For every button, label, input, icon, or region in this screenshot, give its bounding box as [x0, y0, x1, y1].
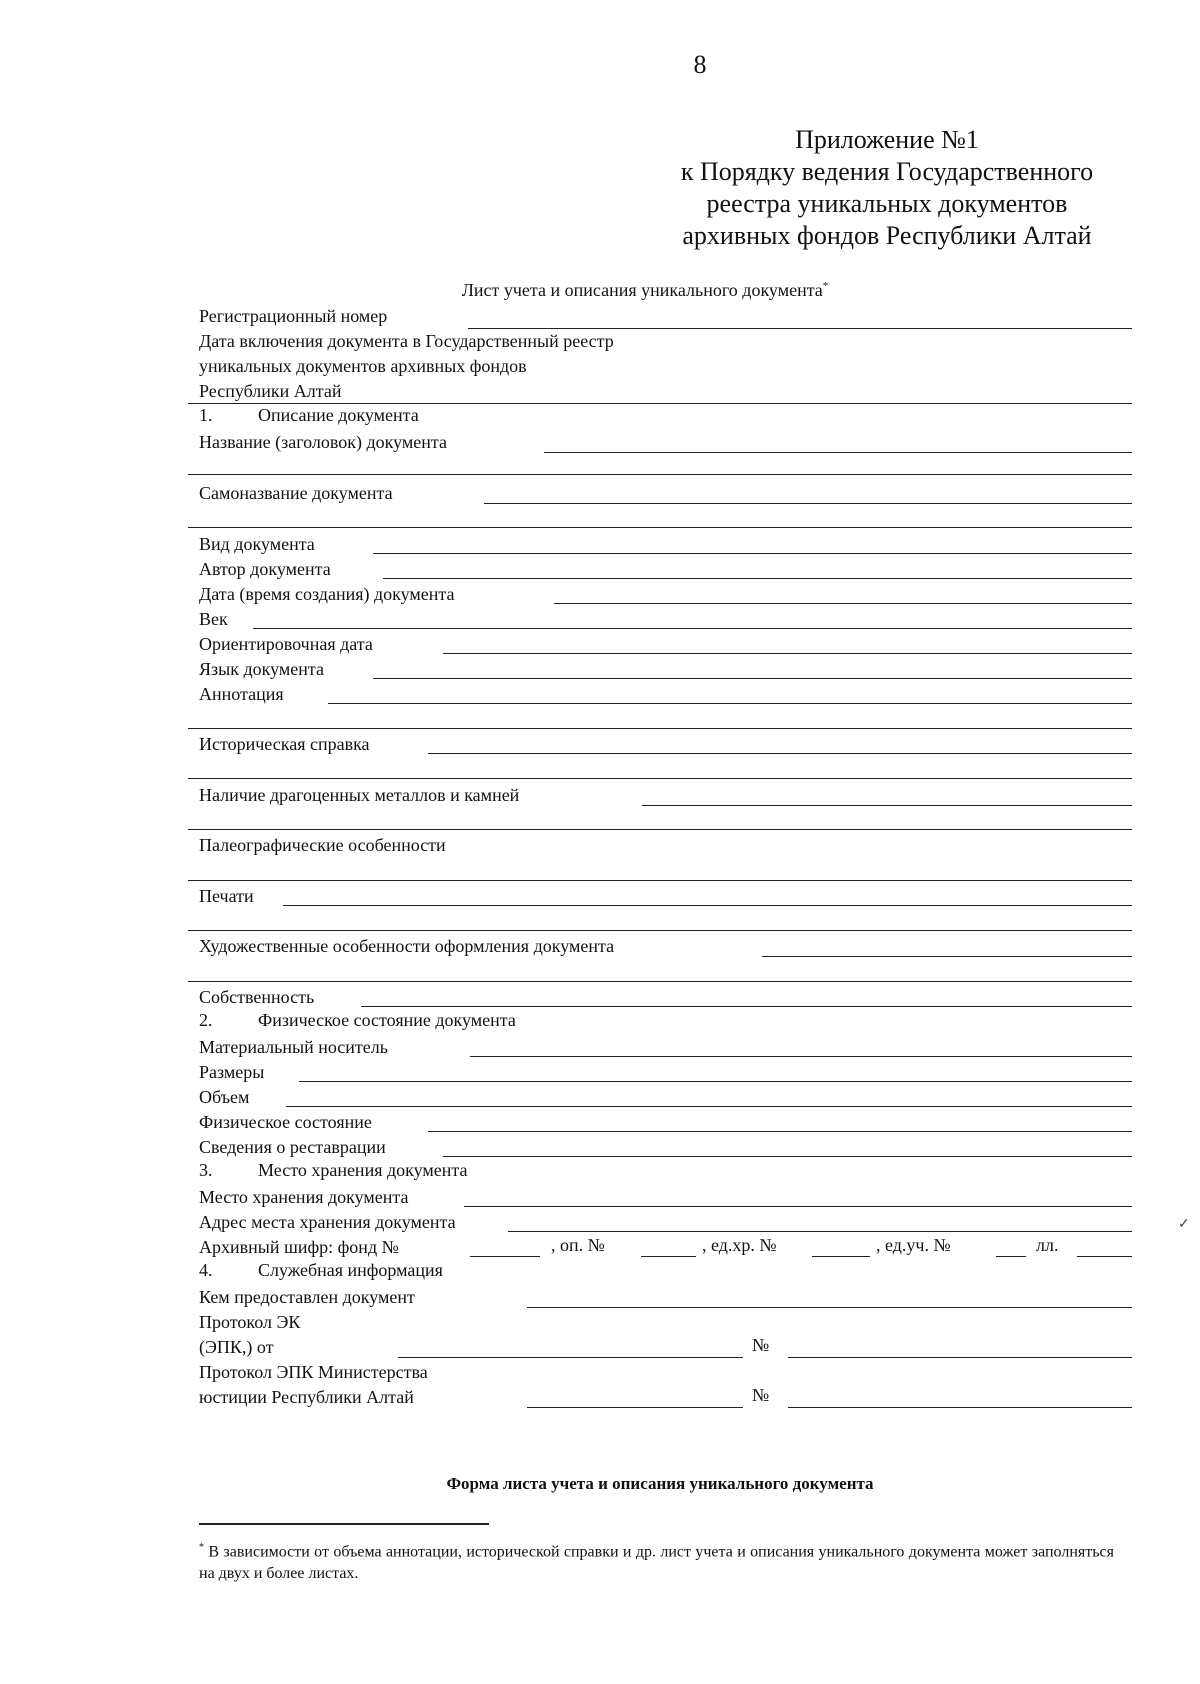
- protocol-ministry-number-field[interactable]: [788, 1407, 1132, 1408]
- approx-date-field[interactable]: [443, 653, 1132, 654]
- doc-author-label: Автор документа: [199, 559, 331, 579]
- ownership-field[interactable]: [361, 1006, 1132, 1007]
- footnote-mark: *: [199, 1542, 204, 1553]
- doc-language-label: Язык документа: [199, 659, 324, 679]
- volume-field[interactable]: [286, 1106, 1132, 1107]
- date-included-label-3: Республики Алтай: [199, 381, 342, 401]
- date-included-field[interactable]: [188, 403, 1132, 404]
- reg-number-label: Регистрационный номер: [199, 306, 388, 326]
- account-unit-label: , ед.уч. №: [876, 1235, 951, 1255]
- storage-place-label: Место хранения документа: [199, 1187, 409, 1207]
- sizes-field[interactable]: [299, 1081, 1132, 1082]
- page-number: 8: [693, 50, 707, 79]
- sheet-title-text: Лист учета и описания уникального документа: [461, 280, 823, 300]
- footnote-divider: [199, 1523, 489, 1525]
- approx-date-label: Ориентировочная дата: [199, 634, 373, 654]
- sizes-label: Размеры: [199, 1062, 265, 1082]
- history-field-2[interactable]: [188, 778, 1132, 779]
- carrier-label: Материальный носитель: [199, 1037, 388, 1057]
- seals-field-2[interactable]: [188, 930, 1132, 931]
- protocol-ministry-label-1: Протокол ЭПК Министерства: [199, 1362, 428, 1382]
- form-caption: Форма листа учета и описания уникального документа: [446, 1474, 874, 1493]
- protocol-ministry-label-2: юстиции Республики Алтай: [199, 1387, 414, 1407]
- section-3-number: 3.: [199, 1160, 213, 1180]
- storage-address-label: Адрес места хранения документа: [199, 1212, 456, 1232]
- doc-author-field[interactable]: [383, 578, 1132, 579]
- paleography-field[interactable]: [188, 880, 1132, 881]
- appendix-line: реестра уникальных документов: [706, 189, 1068, 218]
- storage-place-field[interactable]: [464, 1206, 1132, 1207]
- section-2-number: 2.: [199, 1010, 213, 1030]
- condition-label: Физическое состояние: [199, 1112, 372, 1132]
- self-name-label: Самоназвание документа: [199, 483, 393, 503]
- doc-language-field[interactable]: [373, 678, 1132, 679]
- precious-metals-label: Наличие драгоценных металлов и камней: [199, 785, 520, 805]
- annotation-field-2[interactable]: [188, 728, 1132, 729]
- self-name-field-2[interactable]: [188, 527, 1132, 528]
- protocol-ek-label-2: (ЭПК,) от: [199, 1337, 274, 1357]
- century-field[interactable]: [253, 628, 1132, 629]
- art-features-field-2[interactable]: [188, 981, 1132, 982]
- storage-unit-field[interactable]: [812, 1256, 870, 1257]
- paleography-label: Палеографические особенности: [199, 835, 446, 855]
- ownership-label: Собственность: [199, 987, 315, 1007]
- protocol-ek-date-field[interactable]: [398, 1357, 743, 1358]
- annotation-field[interactable]: [328, 703, 1132, 704]
- provided-by-field[interactable]: [527, 1307, 1132, 1308]
- doc-date-field[interactable]: [554, 603, 1132, 604]
- section-2-title: Физическое состояние документа: [258, 1010, 516, 1030]
- provided-by-label: Кем предоставлен документ: [199, 1287, 415, 1307]
- footnote: [199, 1537, 1114, 1585]
- sheets-label: лл.: [1036, 1235, 1059, 1255]
- volume-label: Объем: [199, 1087, 250, 1107]
- century-label: Век: [199, 609, 228, 629]
- section-1-number: 1.: [199, 405, 213, 425]
- doc-type-field[interactable]: [373, 553, 1132, 554]
- doc-name-label: Название (заголовок) документа: [199, 432, 447, 452]
- appendix-line: к Порядку ведения Государственного: [680, 157, 1094, 186]
- restoration-field[interactable]: [443, 1156, 1132, 1157]
- pen-mark: ✓: [1178, 1217, 1190, 1232]
- section-3-title: Место хранения документа: [258, 1160, 468, 1180]
- fond-number-field[interactable]: [470, 1256, 540, 1257]
- account-unit-field[interactable]: [996, 1256, 1026, 1257]
- storage-unit-label: , ед.хр. №: [702, 1235, 777, 1255]
- protocol-ministry-number-sign: №: [752, 1385, 770, 1405]
- section-1-title: Описание документа: [258, 405, 419, 425]
- art-features-label: Художественные особенности оформления документа: [199, 936, 615, 956]
- protocol-ek-label-1: Протокол ЭК: [199, 1312, 301, 1332]
- doc-date-label: Дата (время создания) документа: [199, 584, 455, 604]
- date-included-label-1: Дата включения документа в Государственный реестр: [199, 331, 614, 351]
- date-included-label-2: уникальных документов архивных фондов: [199, 356, 527, 376]
- history-label: Историческая справка: [199, 734, 370, 754]
- protocol-ek-number-field[interactable]: [788, 1357, 1132, 1358]
- doc-type-label: Вид документа: [199, 534, 315, 554]
- inventory-number-field[interactable]: [641, 1256, 696, 1257]
- seals-label: Печати: [199, 886, 254, 906]
- history-field[interactable]: [428, 753, 1132, 754]
- inventory-label: , оп. №: [551, 1235, 605, 1255]
- section-4-title: Служебная информация: [258, 1260, 443, 1280]
- restoration-label: Сведения о реставрации: [199, 1137, 386, 1157]
- archive-code-label: Архивный шифр: фонд №: [199, 1237, 399, 1257]
- carrier-field[interactable]: [470, 1056, 1132, 1057]
- seals-field[interactable]: [283, 905, 1132, 906]
- sheet-title: [0, 280, 1200, 301]
- doc-name-field-2[interactable]: [188, 474, 1132, 475]
- footnote-marker: *: [822, 280, 829, 292]
- annotation-label: Аннотация: [199, 684, 284, 704]
- appendix-block: [652, 124, 1122, 252]
- appendix-line: архивных фондов Республики Алтай: [682, 221, 1092, 250]
- precious-metals-field[interactable]: [642, 805, 1132, 806]
- precious-metals-field-2[interactable]: [188, 829, 1132, 830]
- footnote-text: В зависимости от объема аннотации, исторической справки и др. лист учета и описания уникального документа может заполняться на двух и более листах.: [199, 1543, 1114, 1583]
- doc-name-field[interactable]: [544, 452, 1132, 453]
- sheets-field[interactable]: [1077, 1256, 1132, 1257]
- storage-address-field[interactable]: [508, 1231, 1132, 1232]
- protocol-ministry-date-field[interactable]: [527, 1407, 743, 1408]
- self-name-field[interactable]: [484, 503, 1132, 504]
- protocol-ek-number-sign: №: [752, 1335, 770, 1355]
- section-4-number: 4.: [199, 1260, 213, 1280]
- appendix-line: Приложение №1: [795, 125, 979, 154]
- art-features-field[interactable]: [762, 956, 1132, 957]
- condition-field[interactable]: [428, 1131, 1132, 1132]
